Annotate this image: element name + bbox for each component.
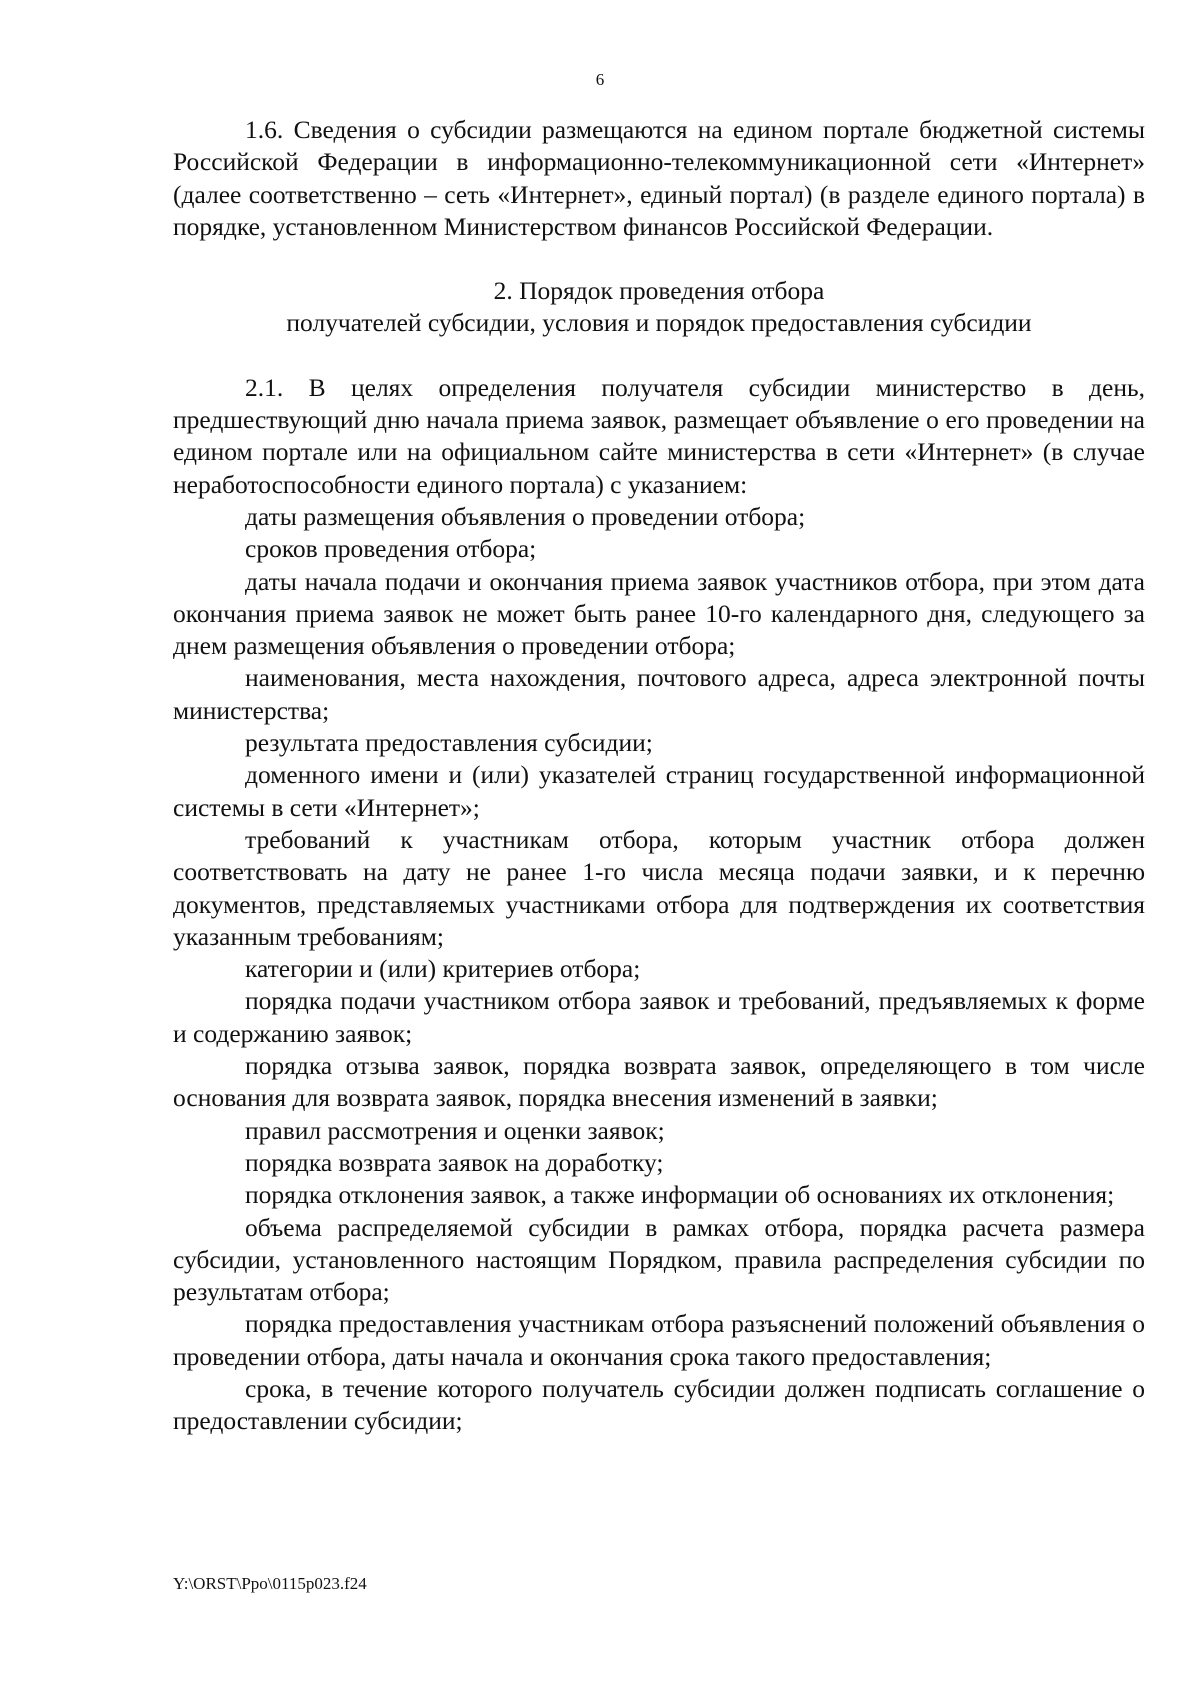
section-2-title-line-1: 2. Порядок проведения отбора (493, 276, 825, 306)
list-item: порядка подачи участником отбора заявок и требований, предъявляемых к форме и содержанию заявок; (173, 986, 1145, 1048)
section-2-title-line-2: получателей субсидии, условия и порядок предоставления субсидии (286, 308, 1032, 338)
page-number: 6 (595, 70, 605, 89)
paragraph-2-1: 2.1. В целях определения получателя субсидии министерство в день, предшествующий дню начала приема заявок, размещает объявление о его проведении на едином портале или на официальном сайте министерства в сети «Интернет» (в случае неработоспособности единого портала) с указанием: (173, 372, 1145, 499)
paragraph-1-6: 1.6. Сведения о субсидии размещаются на едином портале бюджетной системы Российской Федерации в информационно-телекоммуникационной сети «Интернет» (далее соответственно – сеть «Интернет», единый портал) (в разделе единого портала) в порядке, установленном Министерством финансов Российской Федерации. (173, 115, 1145, 241)
list-item: доменного имени и (или) указателей страниц государственной информационной системы в сети «Интернет»; (173, 760, 1145, 822)
list-item: категории и (или) критериев отбора; (245, 954, 641, 984)
list-item: порядка предоставления участникам отбора разъяснений положений объявления о проведении отбора, даты начала и окончания срока такого предоставления; (173, 1309, 1145, 1371)
list-item: объема распределяемой субсидии в рамках отбора, порядка расчета размера субсидии, установленного настоящим Порядком, правила распределения субсидии по результатам отбора; (173, 1212, 1145, 1307)
footer-file-path: Y:\ORST\Ppo\0115p023.f24 (173, 1574, 367, 1593)
list-item: срока, в течение которого получатель субсидии должен подписать соглашение о предоставлении субсидии; (173, 1373, 1145, 1436)
list-item: требований к участникам отбора, которым участник отбора должен соответствовать на дату не ранее 1-го числа месяца подачи заявки, и к перечню документов, представляемых участниками отбора для подтверждения их соответствия указанным требованиям; (173, 824, 1145, 951)
spacer (173, 243, 1145, 275)
spacer (173, 340, 1145, 372)
list-item: результата предоставления субсидии; (245, 728, 653, 758)
list-item: даты размещения объявления о проведении отбора; (245, 501, 806, 531)
section-2-heading (173, 275, 1145, 340)
list-item: порядка отзыва заявок, порядка возврата заявок, определяющего в том числе основания для возврата заявок, порядка внесения изменений в заявки; (173, 1051, 1145, 1113)
list-item: порядка отклонения заявок, а также информации об основаниях их отклонения; (245, 1180, 1115, 1210)
document-body (173, 114, 1145, 1438)
list-item: порядка возврата заявок на доработку; (245, 1147, 664, 1177)
list-item: сроков проведения отбора; (245, 534, 537, 564)
list-item: правил рассмотрения и оценки заявок; (245, 1115, 665, 1145)
list-item: даты начала подачи и окончания приема заявок участников отбора, при этом дата окончания приема заявок не может быть ранее 10-го календарного дня, следующего за днем размещения объявления о проведении отбора; (173, 566, 1145, 661)
list-item: наименования, места нахождения, почтового адреса, адреса электронной почты министерства; (173, 663, 1145, 725)
